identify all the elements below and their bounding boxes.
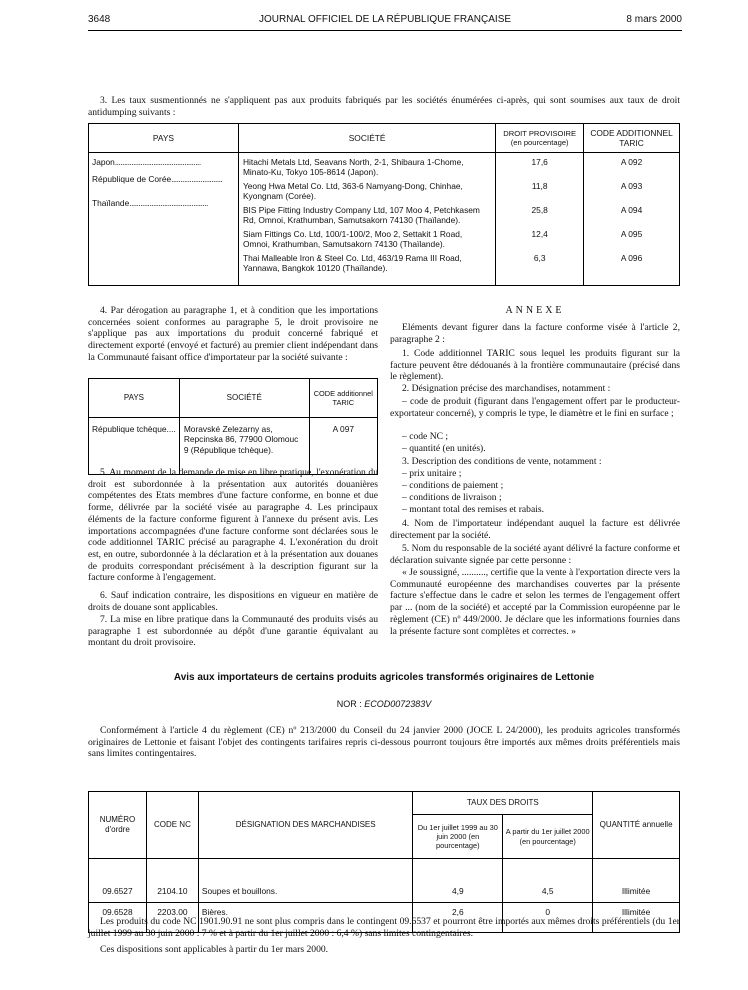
cell-taux-a: 2,6	[413, 903, 503, 933]
cell-code: 2203.00	[146, 903, 198, 933]
cell-societe: Moravské Zelezarny as, Repcinska 86, 77900 Olomouc 9 (République tchèque).	[179, 418, 309, 475]
annexe-declaration-quote: « Je soussigné, .........., certifie que la vente à l'exportation directe vers la Communauté européenne des marchandises couvertes par la présente facture s'effectue dans le cadre et selon les termes de l'engagement offert par ... (nom de la société) et accepté par la Commission européenne par le règlement (CE) nº 449/2000. Je déclare que les informations fournies dans la présente facture sont complètes et correctes. »	[390, 567, 680, 637]
cell-pays: République tchèque....	[89, 418, 180, 475]
closing-paragraph-1: Les produits du code NC 1901.90.91 ne sont plus compris dans le contingent 09.6537 et pourront être importés aux mêmes droits préférentiels (du 1er juillet 1999 au 30 juin 2000 : 7 % et à partir du 1er juillet 2000 : 6,4 %) sans limites contingentaires.	[88, 916, 680, 939]
company-entry: Thai Malleable Iron & Steel Co. Ltd, 463/19 Rama III Road, Yannawa, Bangkok 10120 (Thaïlande).	[242, 253, 462, 274]
paragraph-6: 6. Sauf indication contraire, les dispositions en vigueur en matière de droits de douane sont applicables.	[88, 590, 378, 613]
rate-value: 25,8	[531, 205, 548, 215]
annexe-item-3c: – conditions de livraison ;	[402, 492, 502, 503]
cell-quantite: Illimitée	[593, 859, 680, 903]
paragraph-7: 7. La mise en libre pratique dans la Communauté des produits visés au paragraphe 1 est subordonnée au dépôt d'une garantie équivalant au montant du droit provisoire.	[88, 614, 378, 649]
rate-value: 6,3	[533, 253, 546, 263]
col-header-code-nc: CODE NC	[146, 792, 198, 859]
annexe-item-3: 3. Description des conditions de vente, notamment :	[402, 456, 602, 467]
rate-value: 12,4	[531, 229, 548, 239]
annexe-item-3d: – montant total des remises et rabais.	[402, 504, 545, 515]
cell-designation: Bières.	[198, 903, 413, 933]
paragraph-3: 3. Les taux susmentionnés ne s'appliquent pas aux produits fabriqués par les sociétés énumérées ci-après, qui sont soumises aux taux de droit antidumping suivants :	[88, 95, 680, 118]
country-thailande: Thaïlande...........................................	[92, 198, 208, 208]
cell-taux-a: 4,9	[413, 859, 503, 903]
page-number: 3648	[88, 14, 111, 25]
col-header-taux: TAUX DES DROITS	[413, 792, 593, 815]
annexe-item-2a: – code de produit (figurant dans l'engagement offert par le producteur-exportateur concerné), y compris le type, le diamètre et le fini en surface ;	[390, 396, 680, 419]
annexe-item-4: 4. Nom de l'importateur indépendant auquel la facture est délivrée directement par la société.	[390, 518, 680, 541]
col-header-taux-1999: Du 1er juillet 1999 au 30 juin 2000 (en pourcentage)	[413, 815, 503, 859]
col-header-pays: PAYS	[89, 379, 180, 418]
header-rule	[88, 30, 682, 31]
cell-code: A 097	[309, 418, 377, 475]
companies-cell	[238, 153, 495, 286]
annexe-intro: Eléments devant figurer dans la facture conforme visée à l'article 2, paragraphe 2 :	[390, 322, 680, 345]
rates-cell	[496, 153, 584, 286]
annexe-item-1: 1. Code additionnel TARIC sous lequel les produits figurant sur la facture peuvent être dédouanés à la frontière communautaire (précisé dans le règlement).	[390, 348, 680, 383]
annexe-item-3a: – prix unitaire ;	[402, 468, 462, 479]
page-header	[88, 14, 682, 28]
table-header-row	[89, 379, 378, 418]
col-header-societe: SOCIÉTÉ	[179, 379, 309, 418]
cell-taux-b: 4,5	[503, 859, 593, 903]
annexe-item-2c: – quantité (en unités).	[402, 443, 486, 454]
table-row	[89, 418, 378, 475]
nor-code: ECOD0072383V	[364, 699, 432, 709]
taric-code: A 096	[620, 253, 643, 263]
annexe-item-2: 2. Désignation précise des marchandises, notamment :	[402, 383, 611, 394]
codes-cell	[584, 153, 680, 286]
cell-code: 2104.10	[146, 859, 198, 903]
paragraph-4: 4. Par dérogation au paragraphe 1, et à condition que les importations concernées soient conformes au paragraphe 5, le droit provisoire ne s'applique pas aux importations du produit concerné fabriqué et directement exporté (envoyé et facturé) au premier client indépendant dans la Communauté faisant office d'importateur par la société suivante :	[88, 305, 378, 363]
annexe-item-3b: – conditions de paiement ;	[402, 480, 504, 491]
col-header-taux-2000: A partir du 1er juillet 2000 (en pourcentage)	[503, 815, 593, 859]
col-header-code: CODE ADDITIONNEL TARIC	[584, 124, 680, 153]
tariff-quota-table	[88, 791, 680, 933]
cell-quantite: Illimitée	[593, 903, 680, 933]
taric-code: A 092	[620, 157, 643, 167]
annexe-item-2b: – code NC ;	[402, 431, 449, 442]
company-entry: Yeong Hwa Metal Co. Ltd, 363-6 Namyang-Dong, Chinhae, Kyongnam (Corée).	[242, 181, 463, 202]
taric-code: A 095	[620, 229, 643, 239]
col-header-societe: SOCIÉTÉ	[238, 124, 495, 153]
exempt-company-table	[88, 378, 378, 475]
table-header-row	[89, 792, 680, 815]
cell-numero: 09.6528	[89, 903, 147, 933]
antidumping-rates-table	[88, 123, 680, 286]
avis-intro: Conformément à l'article 4 du règlement (CE) nº 213/2000 du Conseil du 24 janvier 2000 (JOCE L 24/2000), les produits agricoles transformés originaires de Lettonie et faisant l'objet des contingents tarifaires repris ci-dessous pourront toujours être importés aux mêmes droits préférentiels mais sans limites contingentaires.	[88, 725, 680, 760]
countries-cell	[89, 153, 239, 286]
table-header-row	[89, 124, 680, 153]
col-header-pays: PAYS	[89, 124, 239, 153]
country-coree: République de Corée............................	[92, 174, 223, 184]
taric-code: A 094	[620, 205, 643, 215]
col-header-code: CODE additionnel TARIC	[309, 379, 377, 418]
issue-date: 8 mars 2000	[626, 14, 682, 25]
rate-value: 17,6	[531, 157, 548, 167]
closing-paragraph-2: Ces dispositions sont applicables à partir du 1er mars 2000.	[100, 944, 329, 955]
country-japon: Japon...............................................	[92, 157, 201, 167]
table-row	[89, 859, 680, 903]
avis-title: Avis aux importateurs de certains produits agricoles transformés originaires de Lettonie	[173, 672, 595, 683]
annexe-title: ANNEXE	[505, 305, 565, 316]
paragraph-5: 5. Au moment de la demande de mise en libre pratique, l'exonération du droit est subordonnée à la présentation aux autorités douanières compétentes des Etats membres d'une facture conforme, en bonne et due forme, délivrée par la société visée au paragraphe 4. Les principaux éléments de la facture conforme figurent à l'annexe du présent avis. Les importations accompagnées d'une facture conforme sont déclarées sous le code additionnel TARIC précisé au paragraphe 4. L'exonération du droit est, en outre, subordonnée à la déclaration et à la présentation aux douanes de produits correspondant précisément à la description figurant sur la facture conforme à l'engagement.	[88, 467, 378, 584]
col-header-designation: DÉSIGNATION DES MARCHANDISES	[198, 792, 413, 859]
col-header-numero: NUMÉRO d'ordre	[89, 792, 147, 859]
col-header-droit: DROIT PROVISOIRE (en pourcentage)	[496, 124, 584, 153]
cell-taux-b: 0	[503, 903, 593, 933]
company-entry: Hitachi Metals Ltd, Seavans North, 2-1, Shibaura 1-Chome, Minato-Ku, Tokyo 105-8614 (Japon).	[242, 157, 464, 178]
col-header-quantite: QUANTITÉ annuelle	[593, 792, 680, 859]
company-entry: Siam Fittings Co. Ltd, 100/1-100/2, Moo 2, Settakit 1 Road, Omnoi, Krathumban, Samutsakorn 74130 (Thaïlande).	[242, 229, 463, 250]
cell-numero: 09.6527	[89, 859, 147, 903]
table-body-row	[89, 153, 680, 286]
taric-code: A 093	[620, 181, 643, 191]
cell-designation: Soupes et bouillons.	[198, 859, 413, 903]
annexe-item-5: 5. Nom du responsable de la société ayant délivré la facture conforme et déclaration suivante signée par cette personne :	[390, 543, 680, 566]
journal-title: JOURNAL OFFICIEL DE LA RÉPUBLIQUE FRANÇAISE	[258, 14, 512, 25]
rate-value: 11,8	[531, 181, 548, 191]
company-entry: BIS Pipe Fitting Industry Company Ltd, 107 Moo 4, Petchkasem Rd, Omnoi, Krathumban, Samutsakorn 74130 (Thaïlande).	[242, 205, 480, 226]
nor-reference: NOR : ECOD0072383V	[336, 699, 432, 709]
